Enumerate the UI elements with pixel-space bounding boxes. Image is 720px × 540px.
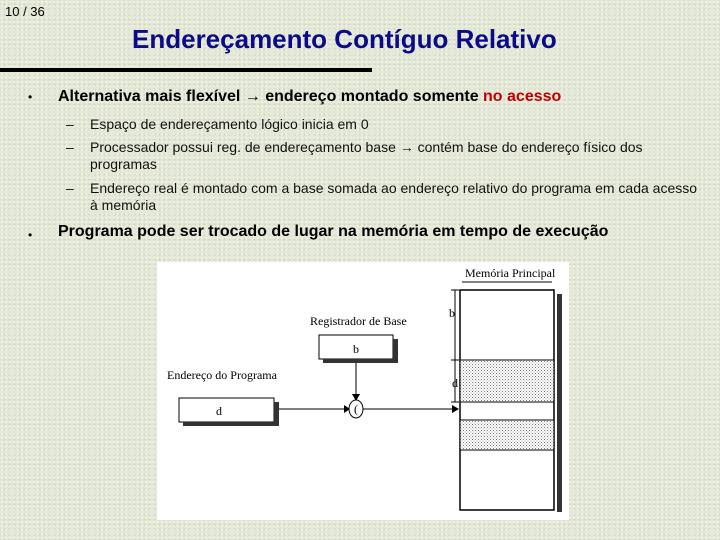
program-value: d bbox=[216, 404, 222, 418]
dash-marker: – bbox=[66, 180, 74, 196]
slide-title: Endereçamento Contíguo Relativo bbox=[132, 24, 557, 54]
register-shadow bbox=[323, 359, 398, 363]
adder-symbol: ( bbox=[354, 402, 358, 416]
dash-marker: – bbox=[66, 139, 74, 155]
bullet-1-text: Alternativa mais flexível bbox=[58, 88, 245, 105]
sub-bullet-3-text: Endereço real é montado com a base somada ao endereço relativo do programa em cada acesso à memória bbox=[90, 180, 698, 213]
bullet-marker: • bbox=[28, 228, 33, 242]
title-divider bbox=[0, 68, 372, 72]
bullet-1-highlight: no acesso bbox=[483, 88, 562, 105]
dash-marker: – bbox=[66, 116, 74, 132]
sub-bullet-2-text-a: Processador possui reg. de endereçamento base bbox=[90, 139, 400, 155]
arrow-icon: → bbox=[399, 139, 414, 155]
diagram-svg bbox=[157, 262, 569, 520]
offset-marker: d bbox=[452, 376, 458, 390]
page-number: 10 / 36 bbox=[5, 4, 45, 19]
bullet-1-text-rest: endereço montado somente bbox=[260, 88, 484, 105]
register-value: b bbox=[353, 342, 359, 356]
program-label: Endereço do Programa bbox=[167, 368, 277, 382]
arrow-icon: → bbox=[244, 88, 261, 105]
bullet-1 bbox=[58, 88, 561, 106]
sub-bullet-2-text-b: contém base do endereço físico dos programas bbox=[90, 139, 643, 172]
memory-label: Memória Principal bbox=[465, 266, 556, 280]
memory-region bbox=[460, 420, 554, 450]
program-address-box bbox=[179, 398, 274, 422]
base-marker: b bbox=[449, 306, 455, 320]
program-region bbox=[460, 360, 554, 402]
bullet-2-text: Programa pode ser trocado de lugar na memória em tempo de execução bbox=[58, 223, 609, 240]
program-shadow bbox=[183, 422, 279, 426]
register-label: Registrador de Base bbox=[310, 314, 407, 328]
address-diagram bbox=[157, 262, 569, 520]
sub-bullet-1-text: Espaço de endereçamento lógico inicia em 0 bbox=[90, 116, 369, 132]
sub-bullet-2-text bbox=[90, 139, 700, 173]
memory-shadow bbox=[557, 294, 562, 512]
bullet-marker: • bbox=[28, 90, 33, 104]
arrowhead bbox=[452, 405, 459, 413]
